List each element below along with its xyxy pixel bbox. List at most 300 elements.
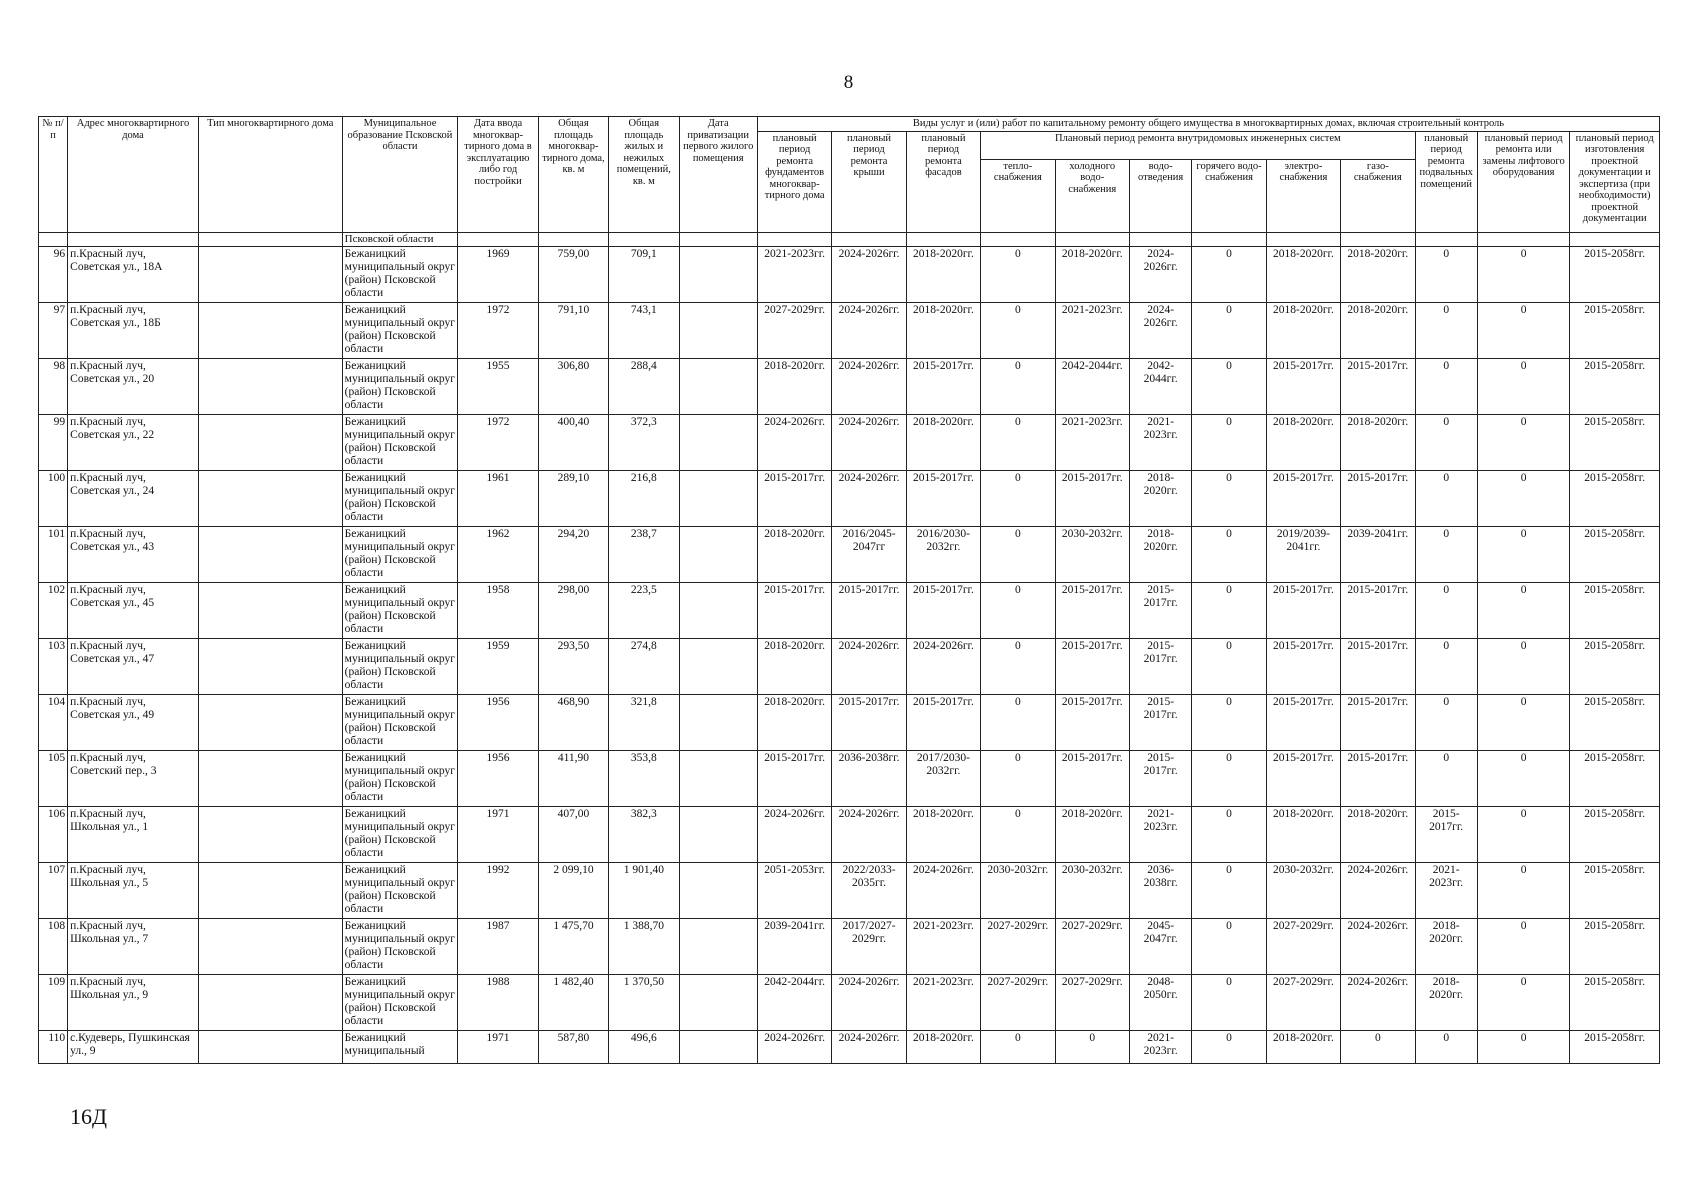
facade-period-cell: 2021-2023гг. bbox=[906, 918, 980, 974]
hot-water-cell: 0 bbox=[1192, 358, 1266, 414]
roof-period-cell: 2036-2038гг. bbox=[832, 750, 906, 806]
privatization-cell bbox=[679, 582, 757, 638]
municipality-cell: Бежаницкий муниципальный округ (район) Псковской области bbox=[342, 918, 458, 974]
foundation-period-cell: 2015-2017гг. bbox=[757, 582, 831, 638]
basement-period-cell: 2018-2020гг. bbox=[1415, 918, 1477, 974]
foundation-period-cell: 2051-2053гг. bbox=[757, 862, 831, 918]
design-period-cell: 2015-2058гг. bbox=[1570, 358, 1660, 414]
house-type-cell bbox=[198, 302, 342, 358]
table-header bbox=[39, 117, 1660, 233]
total-area-cell: 400,40 bbox=[538, 414, 608, 470]
heat-supply-cell: 2027-2029гг. bbox=[981, 974, 1055, 1030]
cold-water-cell: 2015-2017гг. bbox=[1055, 694, 1129, 750]
header-basement: плановый период ремонта подвальных помещений bbox=[1415, 131, 1477, 232]
address-cell: п.Красный луч, Советская ул., 24 bbox=[68, 470, 199, 526]
cold-water-cell: 2027-2029гг. bbox=[1055, 974, 1129, 1030]
table-row bbox=[39, 246, 1660, 302]
facade-period-cell: 2015-2017гг. bbox=[906, 358, 980, 414]
municipality-cell: Бежаницкий муниципальный округ (район) Псковской области bbox=[342, 414, 458, 470]
elevator-period-cell: 0 bbox=[1477, 414, 1570, 470]
gas-supply-cell: 2039-2041гг. bbox=[1341, 526, 1415, 582]
date-built-cell: 1956 bbox=[458, 694, 538, 750]
cell bbox=[458, 232, 538, 246]
privatization-cell bbox=[679, 414, 757, 470]
header-foundation: плановый период ремонта фундаментов многоквар-тирного дома bbox=[757, 131, 831, 232]
sewerage-cell: 2042-2044гг. bbox=[1129, 358, 1191, 414]
total-area-cell: 298,00 bbox=[538, 582, 608, 638]
date-built-cell: 1988 bbox=[458, 974, 538, 1030]
privatization-cell bbox=[679, 246, 757, 302]
sewerage-cell: 2015-2017гг. bbox=[1129, 582, 1191, 638]
house-type-cell bbox=[198, 582, 342, 638]
foundation-period-cell: 2039-2041гг. bbox=[757, 918, 831, 974]
total-area-cell: 1 482,40 bbox=[538, 974, 608, 1030]
design-period-cell: 2015-2058гг. bbox=[1570, 302, 1660, 358]
row-number-cell: 106 bbox=[39, 806, 68, 862]
house-type-cell bbox=[198, 918, 342, 974]
municipality-cell: Бежаницкий муниципальный округ (район) Псковской области bbox=[342, 246, 458, 302]
living-area-cell: 353,8 bbox=[609, 750, 679, 806]
total-area-cell: 293,50 bbox=[538, 638, 608, 694]
cold-water-cell: 2042-2044гг. bbox=[1055, 358, 1129, 414]
foundation-period-cell: 2018-2020гг. bbox=[757, 526, 831, 582]
basement-period-cell: 0 bbox=[1415, 414, 1477, 470]
header-cold-water: холодного водо-снабжения bbox=[1055, 159, 1129, 232]
header-heat: тепло-снабжения bbox=[981, 159, 1055, 232]
elevator-period-cell: 0 bbox=[1477, 918, 1570, 974]
privatization-cell bbox=[679, 470, 757, 526]
heat-supply-cell: 0 bbox=[981, 302, 1055, 358]
heat-supply-cell: 0 bbox=[981, 246, 1055, 302]
heat-supply-cell: 0 bbox=[981, 358, 1055, 414]
municipality-cell: Бежаницкий муниципальный округ (район) Псковской области bbox=[342, 694, 458, 750]
row-number-cell: 99 bbox=[39, 414, 68, 470]
elevator-period-cell: 0 bbox=[1477, 694, 1570, 750]
row-number-cell: 110 bbox=[39, 1030, 68, 1063]
sewerage-cell: 2018-2020гг. bbox=[1129, 526, 1191, 582]
address-cell: п.Красный луч, Советская ул., 47 bbox=[68, 638, 199, 694]
house-type-cell bbox=[198, 806, 342, 862]
heat-supply-cell: 0 bbox=[981, 470, 1055, 526]
total-area-cell: 411,90 bbox=[538, 750, 608, 806]
roof-period-cell: 2017/2027-2029гг. bbox=[832, 918, 906, 974]
foundation-period-cell: 2024-2026гг. bbox=[757, 1030, 831, 1063]
heat-supply-cell: 0 bbox=[981, 526, 1055, 582]
date-built-cell: 1956 bbox=[458, 750, 538, 806]
table-row bbox=[39, 806, 1660, 862]
privatization-cell bbox=[679, 918, 757, 974]
row-number-cell: 103 bbox=[39, 638, 68, 694]
row-number-cell: 98 bbox=[39, 358, 68, 414]
table-row bbox=[39, 582, 1660, 638]
date-built-cell: 1961 bbox=[458, 470, 538, 526]
hot-water-cell: 0 bbox=[1192, 750, 1266, 806]
house-type-cell bbox=[198, 750, 342, 806]
design-period-cell: 2015-2058гг. bbox=[1570, 414, 1660, 470]
address-cell: п.Красный луч, Советская ул., 43 bbox=[68, 526, 199, 582]
header-sewer: водо-отведения bbox=[1129, 159, 1191, 232]
table-row bbox=[39, 470, 1660, 526]
facade-period-cell: 2015-2017гг. bbox=[906, 470, 980, 526]
cold-water-cell: 2015-2017гг. bbox=[1055, 470, 1129, 526]
table-row bbox=[39, 358, 1660, 414]
date-built-cell: 1955 bbox=[458, 358, 538, 414]
address-cell: с.Кудеверь, Пушкинская ул., 9 bbox=[68, 1030, 199, 1063]
house-type-cell bbox=[198, 246, 342, 302]
living-area-cell: 743,1 bbox=[609, 302, 679, 358]
header-living-area: Общая площадь жилых и нежилых помещений, кв. м bbox=[609, 117, 679, 233]
living-area-cell: 288,4 bbox=[609, 358, 679, 414]
hot-water-cell: 0 bbox=[1192, 470, 1266, 526]
living-area-cell: 382,3 bbox=[609, 806, 679, 862]
roof-period-cell: 2024-2026гг. bbox=[832, 470, 906, 526]
municipality-cell: Бежаницкий муниципальный округ (район) Псковской области bbox=[342, 974, 458, 1030]
address-cell: п.Красный луч, Советский пер., 3 bbox=[68, 750, 199, 806]
elevator-period-cell: 0 bbox=[1477, 638, 1570, 694]
date-built-cell: 1972 bbox=[458, 414, 538, 470]
privatization-cell bbox=[679, 526, 757, 582]
gas-supply-cell: 2018-2020гг. bbox=[1341, 414, 1415, 470]
gas-supply-cell: 2015-2017гг. bbox=[1341, 694, 1415, 750]
cold-water-cell: 2027-2029гг. bbox=[1055, 918, 1129, 974]
total-area-cell: 1 475,70 bbox=[538, 918, 608, 974]
cold-water-cell: 0 bbox=[1055, 1030, 1129, 1063]
cell bbox=[1477, 232, 1570, 246]
heat-supply-cell: 0 bbox=[981, 582, 1055, 638]
address-cell: п.Красный луч, Советская ул., 45 bbox=[68, 582, 199, 638]
design-period-cell: 2015-2058гг. bbox=[1570, 918, 1660, 974]
design-period-cell: 2015-2058гг. bbox=[1570, 638, 1660, 694]
heat-supply-cell: 0 bbox=[981, 694, 1055, 750]
total-area-cell: 294,20 bbox=[538, 526, 608, 582]
page-number: 8 bbox=[843, 72, 854, 93]
privatization-cell bbox=[679, 806, 757, 862]
header-elevator: плановый период ремонта или замены лифтового оборудования bbox=[1477, 131, 1570, 232]
heat-supply-cell: 0 bbox=[981, 638, 1055, 694]
hot-water-cell: 0 bbox=[1192, 1030, 1266, 1063]
elevator-period-cell: 0 bbox=[1477, 806, 1570, 862]
living-area-cell: 1 901,40 bbox=[609, 862, 679, 918]
cell bbox=[679, 232, 757, 246]
basement-period-cell: 0 bbox=[1415, 694, 1477, 750]
sewerage-cell: 2024-2026гг. bbox=[1129, 246, 1191, 302]
capital-repair-table bbox=[38, 116, 1660, 1064]
header-municipality: Муниципальное образование Псковской области bbox=[342, 117, 458, 233]
gas-supply-cell: 2015-2017гг. bbox=[1341, 358, 1415, 414]
roof-period-cell: 2024-2026гг. bbox=[832, 302, 906, 358]
date-built-cell: 1969 bbox=[458, 246, 538, 302]
facade-period-cell: 2018-2020гг. bbox=[906, 246, 980, 302]
cell bbox=[39, 232, 68, 246]
design-period-cell: 2015-2058гг. bbox=[1570, 806, 1660, 862]
cell bbox=[832, 232, 906, 246]
hot-water-cell: 0 bbox=[1192, 694, 1266, 750]
living-area-cell: 238,7 bbox=[609, 526, 679, 582]
cell bbox=[1192, 232, 1266, 246]
roof-period-cell: 2024-2026гг. bbox=[832, 806, 906, 862]
basement-period-cell: 0 bbox=[1415, 1030, 1477, 1063]
facade-period-cell: 2018-2020гг. bbox=[906, 302, 980, 358]
header-address: Адрес многоквартирного дома bbox=[68, 117, 199, 233]
cold-water-cell: 2030-2032гг. bbox=[1055, 862, 1129, 918]
facade-period-cell: 2018-2020гг. bbox=[906, 1030, 980, 1063]
gas-supply-cell: 2018-2020гг. bbox=[1341, 246, 1415, 302]
header-privatization: Дата приватизации первого жилого помещения bbox=[679, 117, 757, 233]
facade-period-cell: 2015-2017гг. bbox=[906, 694, 980, 750]
cell bbox=[757, 232, 831, 246]
roof-period-cell: 2024-2026гг. bbox=[832, 638, 906, 694]
privatization-cell bbox=[679, 694, 757, 750]
row-number-cell: 102 bbox=[39, 582, 68, 638]
cold-water-cell: 2018-2020гг. bbox=[1055, 246, 1129, 302]
foundation-period-cell: 2018-2020гг. bbox=[757, 694, 831, 750]
heat-supply-cell: 0 bbox=[981, 414, 1055, 470]
gas-supply-cell: 2024-2026гг. bbox=[1341, 862, 1415, 918]
header-total-area: Общая площадь многоквар-тирного дома, кв. м bbox=[538, 117, 608, 233]
total-area-cell: 759,00 bbox=[538, 246, 608, 302]
heat-supply-cell: 0 bbox=[981, 806, 1055, 862]
foundation-period-cell: 2024-2026гг. bbox=[757, 806, 831, 862]
row-number-cell: 100 bbox=[39, 470, 68, 526]
total-area-cell: 468,90 bbox=[538, 694, 608, 750]
cold-water-cell: 2021-2023гг. bbox=[1055, 302, 1129, 358]
sewerage-cell: 2045-2047гг. bbox=[1129, 918, 1191, 974]
hot-water-cell: 0 bbox=[1192, 638, 1266, 694]
sewerage-cell: 2015-2017гг. bbox=[1129, 750, 1191, 806]
hot-water-cell: 0 bbox=[1192, 862, 1266, 918]
facade-period-cell: 2016/2030-2032гг. bbox=[906, 526, 980, 582]
roof-period-cell: 2024-2026гг. bbox=[832, 358, 906, 414]
date-built-cell: 1962 bbox=[458, 526, 538, 582]
total-area-cell: 791,10 bbox=[538, 302, 608, 358]
cell bbox=[609, 232, 679, 246]
table-row bbox=[39, 974, 1660, 1030]
cell bbox=[198, 232, 342, 246]
hot-water-cell: 0 bbox=[1192, 414, 1266, 470]
roof-period-cell: 2022/2033-2035гг. bbox=[832, 862, 906, 918]
basement-period-cell: 0 bbox=[1415, 302, 1477, 358]
facade-period-cell: 2021-2023гг. bbox=[906, 974, 980, 1030]
continuation-row bbox=[39, 232, 1660, 246]
electricity-cell: 2027-2029гг. bbox=[1266, 974, 1340, 1030]
cell bbox=[1055, 232, 1129, 246]
design-period-cell: 2015-2058гг. bbox=[1570, 246, 1660, 302]
electricity-cell: 2015-2017гг. bbox=[1266, 470, 1340, 526]
foundation-period-cell: 2021-2023гг. bbox=[757, 246, 831, 302]
row-number-cell: 109 bbox=[39, 974, 68, 1030]
header-hot-water: горячего водо-снабжения bbox=[1192, 159, 1266, 232]
living-area-cell: 216,8 bbox=[609, 470, 679, 526]
house-type-cell bbox=[198, 414, 342, 470]
header-roof: плановый период ремонта крыши bbox=[832, 131, 906, 232]
header-num: № п/п bbox=[39, 117, 68, 233]
roof-period-cell: 2015-2017гг. bbox=[832, 694, 906, 750]
row-number-cell: 101 bbox=[39, 526, 68, 582]
sewerage-cell: 2015-2017гг. bbox=[1129, 694, 1191, 750]
elevator-period-cell: 0 bbox=[1477, 302, 1570, 358]
table-row bbox=[39, 862, 1660, 918]
table-row bbox=[39, 638, 1660, 694]
municipality-cell: Бежаницкий муниципальный bbox=[342, 1030, 458, 1063]
heat-supply-cell: 0 bbox=[981, 750, 1055, 806]
house-type-cell bbox=[198, 1030, 342, 1063]
header-design: плановый период изготовления проектной документации и экспертиза (при необходимости) проектной документации bbox=[1570, 131, 1660, 232]
living-area-cell: 372,3 bbox=[609, 414, 679, 470]
electricity-cell: 2019/2039-2041гг. bbox=[1266, 526, 1340, 582]
address-cell: п.Красный луч, Школьная ул., 9 bbox=[68, 974, 199, 1030]
design-period-cell: 2015-2058гг. bbox=[1570, 694, 1660, 750]
elevator-period-cell: 0 bbox=[1477, 974, 1570, 1030]
footer-mark: 16Д bbox=[70, 1104, 108, 1129]
privatization-cell bbox=[679, 302, 757, 358]
house-type-cell bbox=[198, 638, 342, 694]
table-row bbox=[39, 694, 1660, 750]
row-number-cell: 96 bbox=[39, 246, 68, 302]
house-type-cell bbox=[198, 974, 342, 1030]
municipality-cell: Бежаницкий муниципальный округ (район) Псковской области bbox=[342, 470, 458, 526]
basement-period-cell: 0 bbox=[1415, 638, 1477, 694]
total-area-cell: 2 099,10 bbox=[538, 862, 608, 918]
sewerage-cell: 2021-2023гг. bbox=[1129, 806, 1191, 862]
design-period-cell: 2015-2058гг. bbox=[1570, 1030, 1660, 1063]
basement-period-cell: 2015-2017гг. bbox=[1415, 806, 1477, 862]
privatization-cell bbox=[679, 1030, 757, 1063]
gas-supply-cell: 2024-2026гг. bbox=[1341, 974, 1415, 1030]
electricity-cell: 2015-2017гг. bbox=[1266, 638, 1340, 694]
table-row bbox=[39, 1030, 1660, 1063]
basement-period-cell: 0 bbox=[1415, 582, 1477, 638]
house-type-cell bbox=[198, 862, 342, 918]
facade-period-cell: 2018-2020гг. bbox=[906, 806, 980, 862]
foundation-period-cell: 2015-2017гг. bbox=[757, 470, 831, 526]
basement-period-cell: 2018-2020гг. bbox=[1415, 974, 1477, 1030]
cell bbox=[1266, 232, 1340, 246]
table-row bbox=[39, 302, 1660, 358]
cold-water-cell: 2015-2017гг. bbox=[1055, 582, 1129, 638]
elevator-period-cell: 0 bbox=[1477, 750, 1570, 806]
municipality-cell: Бежаницкий муниципальный округ (район) Псковской области bbox=[342, 862, 458, 918]
header-electric: электро-снабжения bbox=[1266, 159, 1340, 232]
total-area-cell: 289,10 bbox=[538, 470, 608, 526]
privatization-cell bbox=[679, 750, 757, 806]
electricity-cell: 2015-2017гг. bbox=[1266, 750, 1340, 806]
foundation-period-cell: 2024-2026гг. bbox=[757, 414, 831, 470]
table-row bbox=[39, 918, 1660, 974]
hot-water-cell: 0 bbox=[1192, 582, 1266, 638]
electricity-cell: 2018-2020гг. bbox=[1266, 246, 1340, 302]
elevator-period-cell: 0 bbox=[1477, 358, 1570, 414]
facade-period-cell: 2018-2020гг. bbox=[906, 414, 980, 470]
hot-water-cell: 0 bbox=[1192, 918, 1266, 974]
electricity-cell: 2018-2020гг. bbox=[1266, 302, 1340, 358]
cell bbox=[906, 232, 980, 246]
living-area-cell: 1 370,50 bbox=[609, 974, 679, 1030]
header-date-built: Дата ввода многоквар-тирного дома в эксплуатацию либо год постройки bbox=[458, 117, 538, 233]
living-area-cell: 709,1 bbox=[609, 246, 679, 302]
roof-period-cell: 2016/2045-2047гг bbox=[832, 526, 906, 582]
header-works-group: Виды услуг и (или) работ по капитальному ремонту общего имущества в многоквартирных домах, включая строительный контроль bbox=[757, 117, 1659, 132]
basement-period-cell: 0 bbox=[1415, 470, 1477, 526]
total-area-cell: 407,00 bbox=[538, 806, 608, 862]
cell bbox=[1341, 232, 1415, 246]
hot-water-cell: 0 bbox=[1192, 806, 1266, 862]
cell bbox=[1415, 232, 1477, 246]
elevator-period-cell: 0 bbox=[1477, 582, 1570, 638]
electricity-cell: 2027-2029гг. bbox=[1266, 918, 1340, 974]
cell bbox=[981, 232, 1055, 246]
living-area-cell: 321,8 bbox=[609, 694, 679, 750]
row-number-cell: 108 bbox=[39, 918, 68, 974]
hot-water-cell: 0 bbox=[1192, 246, 1266, 302]
sewerage-cell: 2021-2023гг. bbox=[1129, 414, 1191, 470]
roof-period-cell: 2024-2026гг. bbox=[832, 414, 906, 470]
hot-water-cell: 0 bbox=[1192, 526, 1266, 582]
date-built-cell: 1992 bbox=[458, 862, 538, 918]
electricity-cell: 2030-2032гг. bbox=[1266, 862, 1340, 918]
sewerage-cell: 2021-2023гг. bbox=[1129, 1030, 1191, 1063]
heat-supply-cell: 2027-2029гг. bbox=[981, 918, 1055, 974]
municipality-cell: Бежаницкий муниципальный округ (район) Псковской области bbox=[342, 750, 458, 806]
sewerage-cell: 2018-2020гг. bbox=[1129, 470, 1191, 526]
elevator-period-cell: 0 bbox=[1477, 246, 1570, 302]
privatization-cell bbox=[679, 358, 757, 414]
gas-supply-cell: 2015-2017гг. bbox=[1341, 582, 1415, 638]
cell bbox=[1129, 232, 1191, 246]
living-area-cell: 496,6 bbox=[609, 1030, 679, 1063]
address-cell: п.Красный луч, Школьная ул., 7 bbox=[68, 918, 199, 974]
municipality-cell: Бежаницкий муниципальный округ (район) Псковской области bbox=[342, 582, 458, 638]
municipality-cell: Бежаницкий муниципальный округ (район) Псковской области bbox=[342, 638, 458, 694]
address-cell: п.Красный луч, Школьная ул., 1 bbox=[68, 806, 199, 862]
heat-supply-cell: 0 bbox=[981, 1030, 1055, 1063]
living-area-cell: 1 388,70 bbox=[609, 918, 679, 974]
continuation-cell: Псковской области bbox=[342, 232, 458, 246]
table-row bbox=[39, 750, 1660, 806]
facade-period-cell: 2015-2017гг. bbox=[906, 582, 980, 638]
cold-water-cell: 2030-2032гг. bbox=[1055, 526, 1129, 582]
basement-period-cell: 0 bbox=[1415, 358, 1477, 414]
gas-supply-cell: 2018-2020гг. bbox=[1341, 302, 1415, 358]
gas-supply-cell: 2015-2017гг. bbox=[1341, 750, 1415, 806]
electricity-cell: 2015-2017гг. bbox=[1266, 358, 1340, 414]
date-built-cell: 1987 bbox=[458, 918, 538, 974]
row-number-cell: 107 bbox=[39, 862, 68, 918]
address-cell: п.Красный луч, Советская ул., 20 bbox=[68, 358, 199, 414]
foundation-period-cell: 2018-2020гг. bbox=[757, 638, 831, 694]
municipality-cell: Бежаницкий муниципальный округ (район) Псковской области bbox=[342, 806, 458, 862]
heat-supply-cell: 2030-2032гг. bbox=[981, 862, 1055, 918]
house-type-cell bbox=[198, 694, 342, 750]
municipality-cell: Бежаницкий муниципальный округ (район) Псковской области bbox=[342, 358, 458, 414]
address-cell: п.Красный луч, Советская ул., 18А bbox=[68, 246, 199, 302]
facade-period-cell: 2024-2026гг. bbox=[906, 638, 980, 694]
house-type-cell bbox=[198, 470, 342, 526]
privatization-cell bbox=[679, 974, 757, 1030]
roof-period-cell: 2024-2026гг. bbox=[832, 246, 906, 302]
cell bbox=[1570, 232, 1660, 246]
sewerage-cell: 2024-2026гг. bbox=[1129, 302, 1191, 358]
date-built-cell: 1971 bbox=[458, 1030, 538, 1063]
address-cell: п.Красный луч, Советская ул., 49 bbox=[68, 694, 199, 750]
address-cell: п.Красный луч, Советская ул., 22 bbox=[68, 414, 199, 470]
municipality-cell: Бежаницкий муниципальный округ (район) Псковской области bbox=[342, 302, 458, 358]
address-cell: п.Красный луч, Школьная ул., 5 bbox=[68, 862, 199, 918]
house-type-cell bbox=[198, 526, 342, 582]
cell bbox=[68, 232, 199, 246]
gas-supply-cell: 2018-2020гг. bbox=[1341, 806, 1415, 862]
living-area-cell: 223,5 bbox=[609, 582, 679, 638]
house-type-cell bbox=[198, 358, 342, 414]
